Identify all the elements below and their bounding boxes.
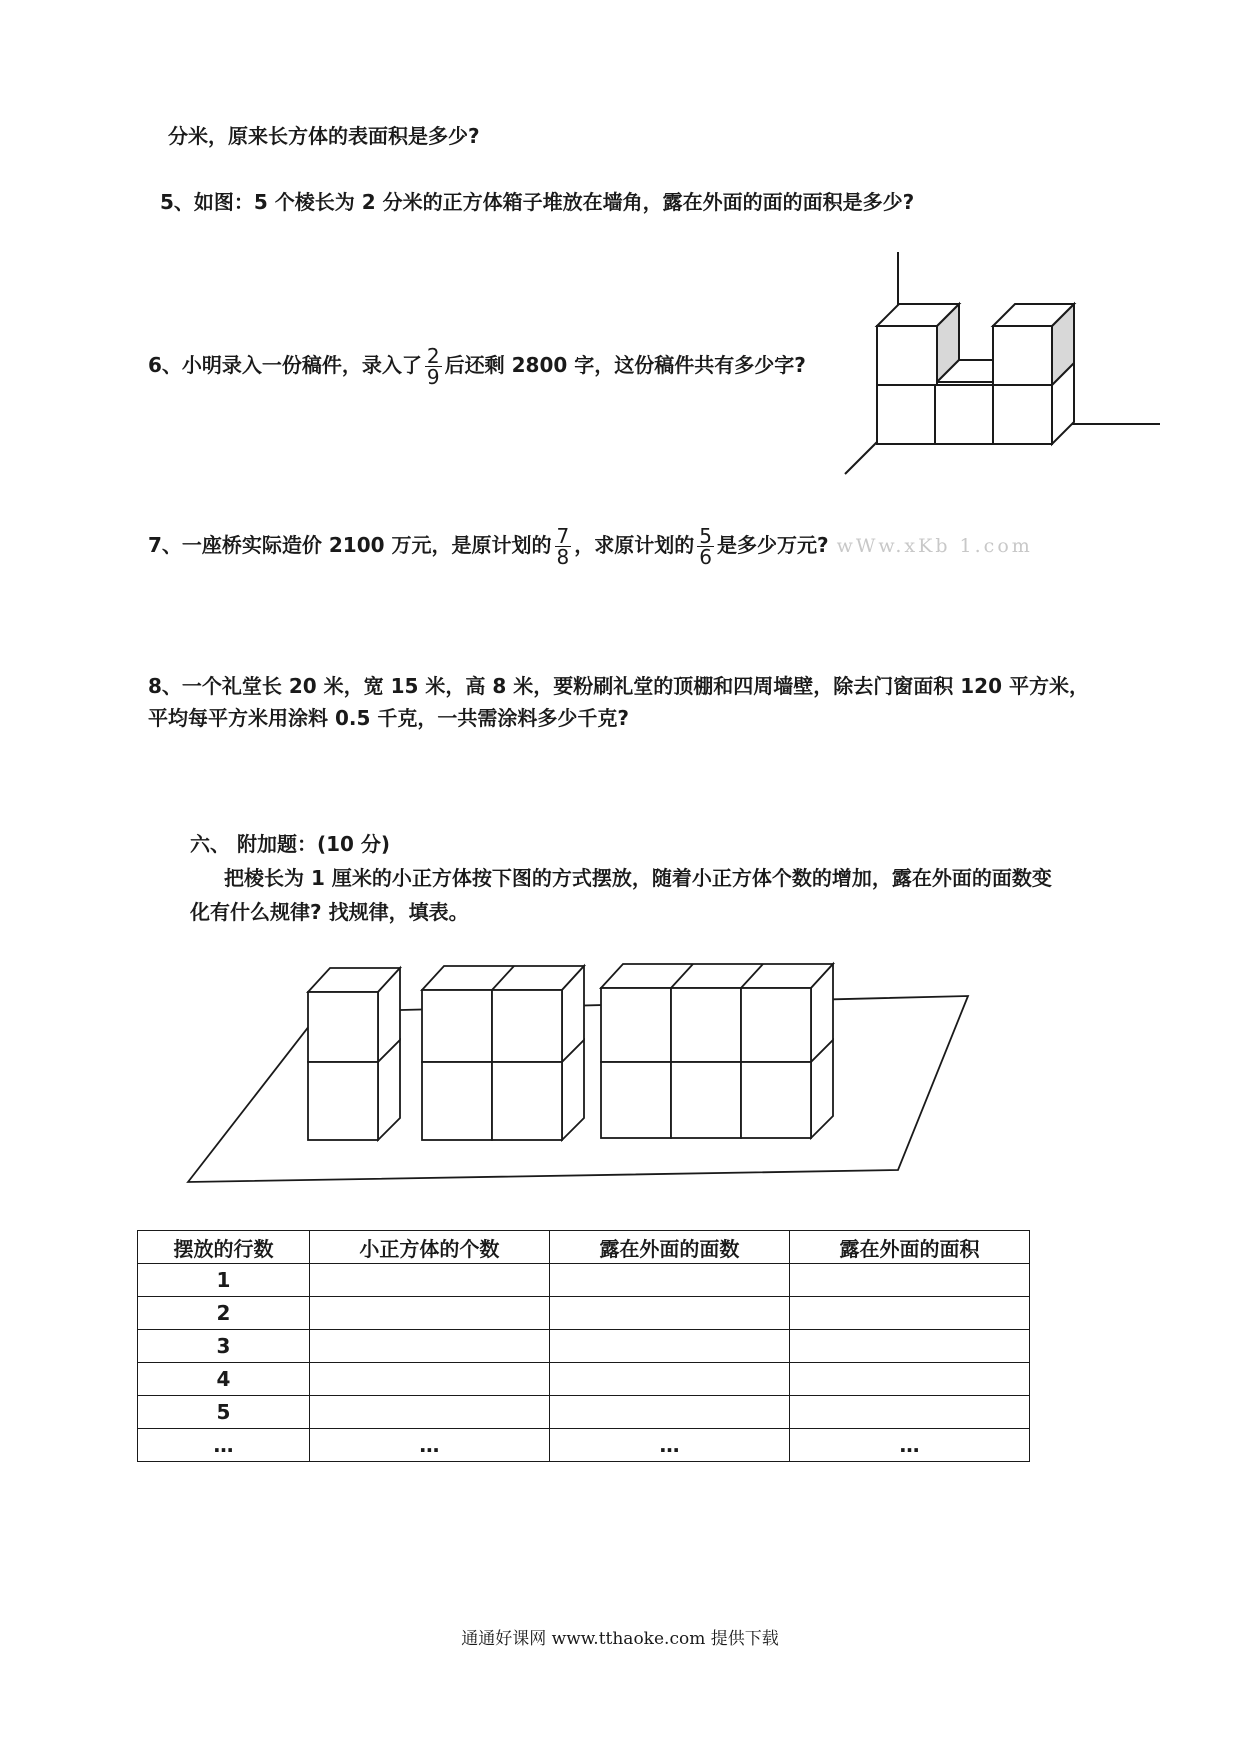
stack2-cube-3 (422, 1062, 492, 1140)
stack2-cube-4 (492, 1062, 562, 1140)
table-cell[interactable] (789, 1330, 1029, 1363)
q8-line1: 8、一个礼堂长 20 米，宽 15 米，高 8 米，要粉刷礼堂的顶棚和四周墙壁，除去门窗面积 120 平方米， (148, 674, 1089, 698)
q8-line2: 平均每平方米用涂料 0.5 千克，一共需涂料多少千克? (148, 706, 629, 730)
cube-rows-figure (188, 964, 968, 1182)
bottom-cube-3 (993, 385, 1052, 444)
table-cell[interactable] (549, 1297, 789, 1330)
table-cell[interactable] (549, 1330, 789, 1363)
table-cell: … (309, 1429, 549, 1462)
table-header-row (138, 1231, 1030, 1264)
table-row (138, 1330, 1030, 1363)
table-cell: … (789, 1429, 1029, 1462)
table-row (138, 1297, 1030, 1330)
q6-fraction-den: 9 (426, 365, 440, 389)
table-cell: 3 (138, 1330, 310, 1363)
table-cell[interactable] (549, 1396, 789, 1429)
q6-before: 6、小明录入一份稿件，录入了 (148, 353, 422, 377)
table-cell: 1 (138, 1264, 310, 1297)
table-row (138, 1363, 1030, 1396)
table-cell: 2 (138, 1297, 310, 1330)
table-cell: … (138, 1429, 310, 1462)
table-cell: … (549, 1429, 789, 1462)
q7-fraction2-den: 6 (699, 545, 712, 569)
q5-text: 5、如图：5 个棱长为 2 分米的正方体箱子堆放在墙角，露在外面的面的面积是多少? (160, 190, 915, 214)
q7-fraction1-den: 8 (556, 545, 570, 569)
q6-fraction-num: 2 (426, 344, 440, 368)
header-rows-count: 摆放的行数 (138, 1231, 310, 1264)
header-exposed-faces: 露在外面的面数 (549, 1231, 789, 1264)
table-cell: 5 (138, 1396, 310, 1429)
table-cell[interactable] (789, 1396, 1029, 1429)
q6-after: 后还剩 2800 字，这份稿件共有多少字? (444, 353, 806, 377)
stack2-cube-1 (422, 990, 492, 1062)
table-row (138, 1396, 1030, 1429)
stack3-cube-6 (741, 1062, 811, 1138)
bottom-cube-1 (877, 385, 935, 444)
corner-cubes-figure (845, 252, 1160, 474)
table-cell[interactable] (789, 1264, 1029, 1297)
table-cell[interactable] (309, 1264, 549, 1297)
stack3-top (601, 964, 833, 988)
stack1-cube-bottom (308, 1062, 378, 1140)
q7-watermark: wWw.xKb 1.com (836, 535, 1033, 557)
q7-fraction1-num: 7 (556, 524, 570, 548)
table-cell[interactable] (789, 1297, 1029, 1330)
q7-part2: ，求原计划的 (574, 533, 695, 557)
q7-part1: 7、一座桥实际造价 2100 万元，是原计划的 (148, 533, 552, 557)
stack1-cube-top (308, 992, 378, 1062)
header-cube-count: 小正方体的个数 (309, 1231, 549, 1264)
page-footer: 通通好课网 www.tthaoke.com 提供下载 (461, 1629, 779, 1649)
top-cube-left (877, 326, 937, 385)
floor-front-line (845, 442, 877, 474)
stack3-cube-1 (601, 988, 671, 1062)
header-exposed-area: 露在外面的面积 (789, 1231, 1029, 1264)
stack3-cube-5 (671, 1062, 741, 1138)
q7-fraction2-num: 5 (699, 524, 712, 548)
stack2-cube-2 (492, 990, 562, 1062)
table-cell[interactable] (309, 1297, 549, 1330)
table-cell[interactable] (309, 1396, 549, 1429)
stack3-cube-4 (601, 1062, 671, 1138)
table-row (138, 1429, 1030, 1462)
table-row (138, 1264, 1030, 1297)
stack3-cube-3 (741, 988, 811, 1062)
bottom-cube-2 (935, 385, 993, 444)
q7-part3: 是多少万元? (716, 533, 829, 557)
section6-line1: 把棱长为 1 厘米的小正方体按下图的方式摆放，随着小正方体个数的增加，露在外面的面数变 (224, 866, 1052, 890)
table-cell[interactable] (549, 1363, 789, 1396)
q4-tail-text: 分米，原来长方体的表面积是多少? (168, 124, 480, 148)
table-cell[interactable] (309, 1363, 549, 1396)
section6-line2: 化有什么规律? 找规律，填表。 (190, 900, 469, 924)
pattern-table (137, 1230, 1030, 1462)
section6-title: 六、 附加题：(10 分) (190, 832, 391, 856)
table-cell: 4 (138, 1363, 310, 1396)
table-cell[interactable] (549, 1264, 789, 1297)
top-cube-right (993, 326, 1052, 385)
table-cell[interactable] (309, 1330, 549, 1363)
stack3-cube-2 (671, 988, 741, 1062)
table-cell[interactable] (789, 1363, 1029, 1396)
